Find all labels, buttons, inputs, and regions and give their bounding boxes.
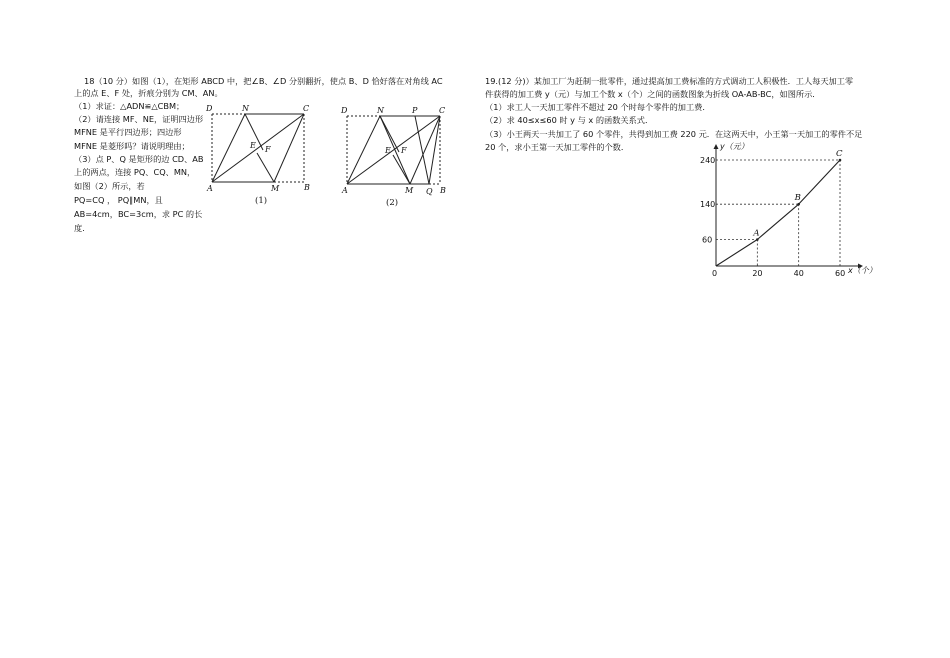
fig1-segment-mf (257, 153, 274, 182)
fig2-label-p: P (412, 106, 418, 115)
q19-line-chart (700, 140, 890, 280)
fig2-fold-an (347, 116, 380, 184)
fig2-label-e: E (385, 146, 391, 155)
q18-line-11: AB=4cm，BC=3cm，求 PC 的长 (74, 209, 203, 219)
q18-line-4: （2）请连接 MF、NE，证明四边形 (74, 114, 204, 124)
q19-line-2: 件获得的加工费 y（元）与加工个数 x（个）之间的函数图象为折线 OA-AB-BC，如图所示． (485, 89, 821, 99)
fig1-label-b: B (304, 183, 310, 192)
q19-line-4: （2）求 40≤x≤60 时 y 与 x 的函数关系式． (485, 115, 654, 125)
fig1-label-a: A (207, 184, 213, 193)
fig2-label-m: M (405, 186, 414, 195)
fig2-label-f: F (401, 146, 407, 155)
q19-line-3: （1）求工人一天加工零件不超过 20 个时每个零件的加工费． (485, 102, 711, 112)
fig1-fold-cm (274, 114, 304, 182)
q19-line-6: 20 个，求小王第一天加工零件的个数． (485, 142, 630, 152)
fig2-label-b: B (440, 186, 446, 195)
fig1-fold-an (212, 114, 245, 182)
q18-line-5: MFNE 是平行四边形；四边形 (74, 127, 182, 137)
y-tick-label: 140 (700, 200, 716, 210)
fig1-diagonal-ac (212, 114, 304, 182)
fig1-label-c: C (303, 104, 310, 113)
origin-label: 0 (712, 269, 718, 278)
fig2-segment-mf (393, 155, 410, 184)
point-label-B: B (794, 193, 801, 204)
y-axis-arrow-icon (714, 144, 719, 149)
polyline-segment-2 (799, 160, 840, 204)
q18-line-2: 上的点 E、F 处，折痕分别为 CM、AN。 (74, 88, 223, 98)
q18-line-1: 18（10 分）如图（1），在矩形 ABCD 中，把∠B、∠D 分别翻折，使点 B、D 恰好落在对角线 AC (84, 76, 443, 86)
q19-line-1: 19.(12 分)）某加工厂为赶制一批零件，通过提高加工费标准的方式调动工人积极性．工人每天加工零 (485, 76, 854, 86)
fig1-caption: (1) (255, 196, 268, 206)
y-tick-label: 240 (700, 156, 716, 165)
fig1-label-e: E (250, 141, 256, 150)
fig2-caption: (2) (386, 198, 399, 208)
fig2-label-d: D (341, 106, 348, 115)
polyline-segment-1 (757, 204, 798, 239)
x-axis-label: x（个） (848, 266, 877, 275)
fig1-label-f: F (265, 145, 271, 154)
fig2-label-c: C (439, 106, 446, 115)
figure-1 (200, 100, 320, 210)
fig2-segment-pq (415, 116, 429, 184)
fig2-label-q: Q (426, 187, 433, 196)
q18-line-3: （1）求证：△ADN≌△CBM； (74, 101, 185, 111)
x-tick-label: 60 (835, 269, 846, 278)
q18-line-10: PQ=CQ ， PQ∥MN，且 (74, 195, 163, 205)
fig2-segment-cq (429, 116, 440, 184)
point-label-A: A (753, 228, 760, 239)
polyline-segment-0 (716, 240, 757, 267)
q18-line-9: 如图（2）所示，若 (74, 181, 145, 191)
data-point-A (756, 238, 759, 241)
fig1-label-d: D (206, 104, 213, 113)
fig2-diagonal-ac (347, 116, 440, 184)
y-tick-label: 60 (702, 235, 713, 245)
q18-line-8: 上的两点，连接 PQ、CQ、MN， (74, 167, 196, 177)
point-label-C: C (836, 149, 843, 159)
q18-line-6: MFNE 是菱形吗？请说明理由； (74, 141, 190, 151)
data-point-C (839, 159, 842, 162)
fig2-label-n: N (377, 106, 384, 115)
q18-line-12: 度. (74, 223, 85, 233)
y-axis-label: y（元） (720, 142, 749, 151)
q18-line-7: （3）点 P、Q 是矩形的边 CD、AB (74, 154, 204, 164)
fig1-label-n: N (242, 104, 249, 113)
figure-2 (338, 103, 463, 218)
x-tick-label: 40 (793, 269, 804, 278)
x-tick-label: 20 (752, 269, 763, 278)
fig2-label-a: A (342, 186, 348, 195)
fig1-label-m: M (271, 184, 280, 193)
data-point-B (797, 203, 800, 206)
fig2-fold-cm (410, 116, 440, 184)
q19-line-5: （3）小王两天一共加工了 60 个零件，共得到加工费 220 元．在这两天中，小王第一天加工的零件不足 (485, 129, 863, 139)
